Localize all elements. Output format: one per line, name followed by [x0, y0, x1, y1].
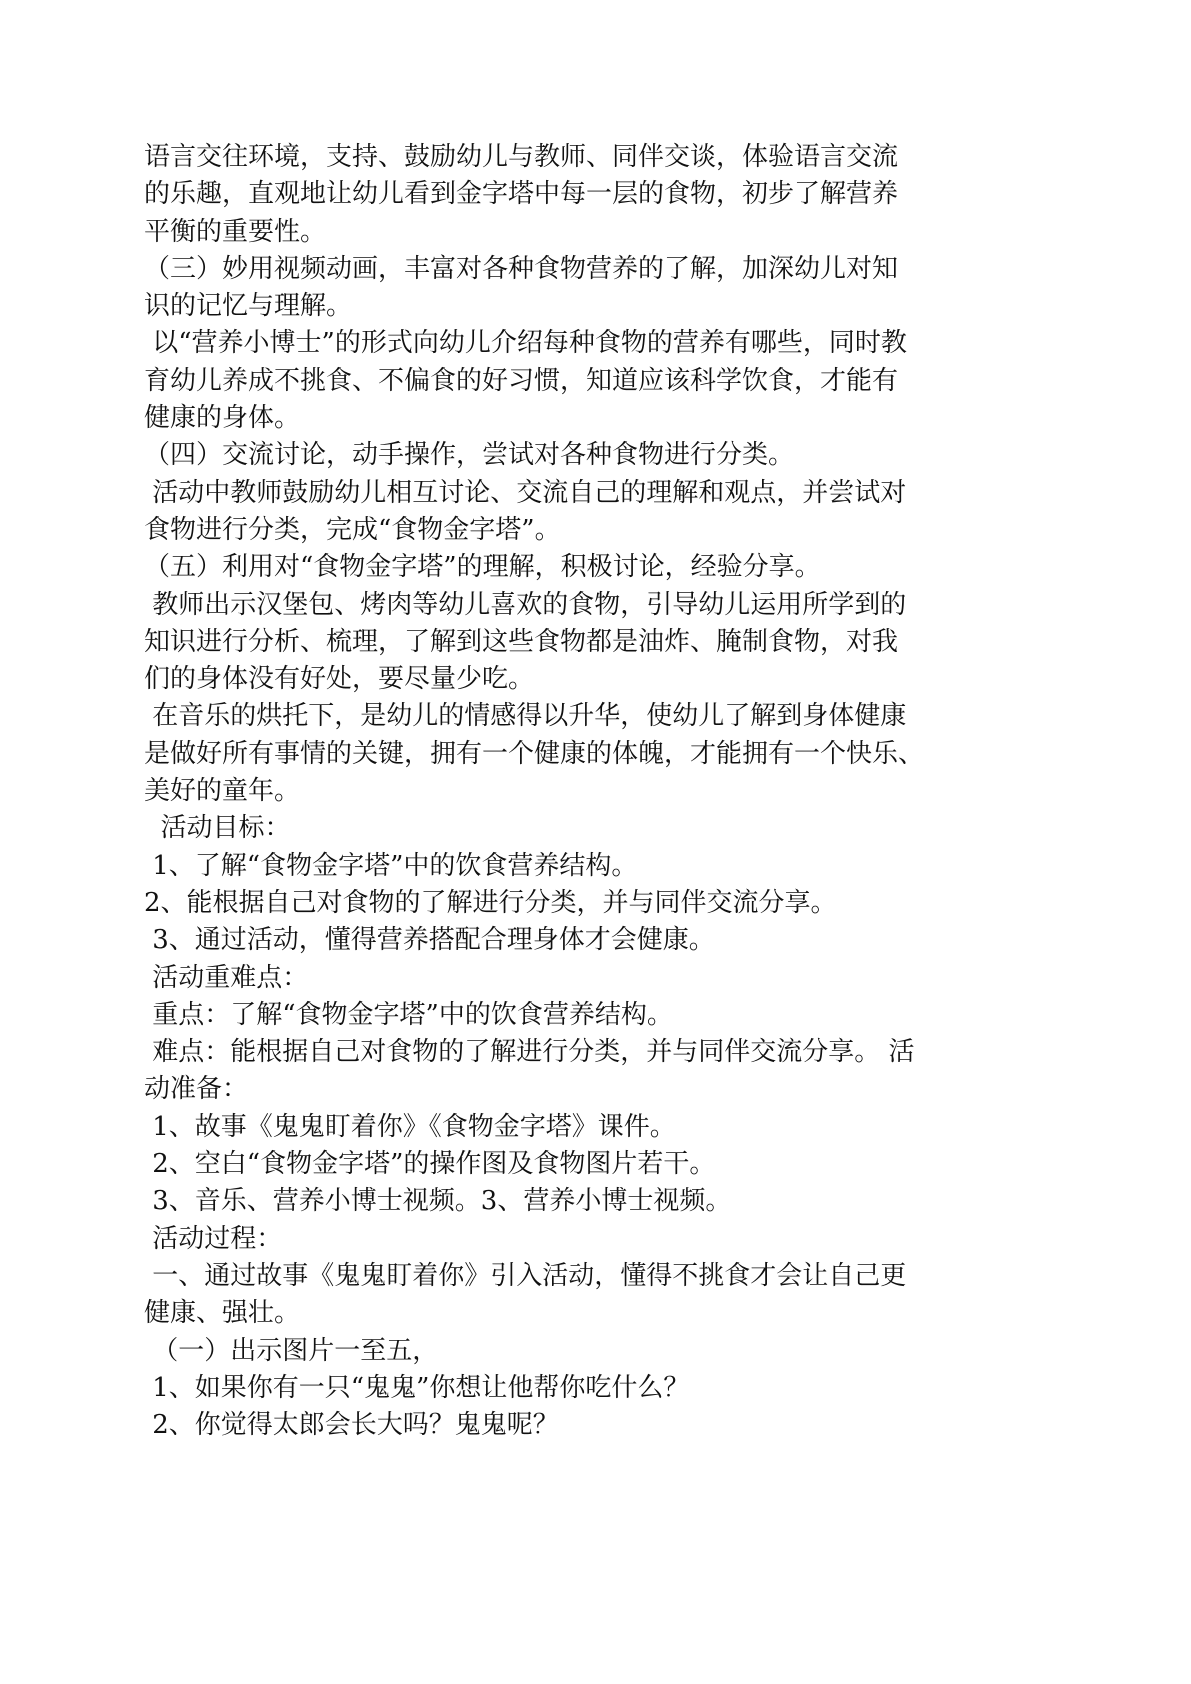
text-line: 以“营养小博士”的形式向幼儿介绍每种食物的营养有哪些，同时教 — [144, 328, 907, 359]
section-heading: （一）出示图片一至五， — [144, 1335, 439, 1366]
text-line: 食物进行分类，完成“食物金字塔”。 — [144, 514, 561, 545]
list-item: 1、如果你有一只“鬼鬼”你想让他帮你吃什么？ — [144, 1372, 690, 1403]
text-line: 教师出示汉堡包、烤肉等幼儿喜欢的食物，引导幼儿运用所学到的 — [144, 589, 907, 620]
list-item: 2、你觉得太郎会长大吗？鬼鬼呢？ — [144, 1410, 559, 1441]
section-heading: 活动重难点： — [144, 962, 309, 993]
text-line: 识的记忆与理解。 — [144, 291, 353, 322]
text-line: 一、通过故事《鬼鬼盯着你》引入活动，懂得不挑食才会让自己更 — [144, 1260, 907, 1291]
text-line: 育幼儿养成不挑食、不偏食的好习惯，知道应该科学饮食，才能有 — [144, 365, 899, 396]
section-heading: （三）妙用视频动画，丰富对各种食物营养的了解，加深幼儿对知 — [144, 253, 899, 284]
section-heading: 活动目标： — [144, 813, 291, 844]
list-item: 2、空白“食物金字塔”的操作图及食物图片若干。 — [144, 1149, 716, 1180]
section-heading: （四）交流讨论，动手操作，尝试对各种食物进行分类。 — [144, 440, 795, 471]
text-line: 平衡的重要性。 — [144, 216, 327, 247]
text-line: 活动中教师鼓励幼儿相互讨论、交流自己的理解和观点，并尝试对 — [144, 477, 907, 508]
text-line: 在音乐的烘托下，是幼儿的情感得以升华，使幼儿了解到身体健康 — [144, 701, 907, 732]
list-item: 2、能根据自己对食物的了解进行分类，并与同伴交流分享。 — [144, 887, 837, 918]
text-line: 知识进行分析、梳理，了解到这些食物都是油炸、腌制食物，对我 — [144, 626, 899, 657]
section-heading: 活动过程： — [144, 1223, 283, 1254]
text-line: 美好的童年。 — [144, 776, 301, 807]
text-line: 的乐趣，直观地让幼儿看到金字塔中每一层的食物，初步了解营养 — [144, 179, 899, 210]
text-line: 健康的身体。 — [144, 403, 301, 434]
list-item: 难点：能根据自己对食物的了解进行分类，并与同伴交流分享。 活 — [144, 1037, 915, 1068]
text-line: 是做好所有事情的关键，拥有一个健康的体魄，才能拥有一个快乐、 — [144, 738, 925, 769]
list-item: 3、通过活动，懂得营养搭配合理身体才会健康。 — [144, 925, 715, 956]
list-item: 1、了解“食物金字塔”中的饮食营养结构。 — [144, 850, 638, 881]
list-item: 3、音乐、营养小博士视频。3、营养小博士视频。 — [144, 1186, 732, 1217]
document-body — [144, 139, 1084, 1444]
list-item: 重点：了解“食物金字塔”中的饮食营养结构。 — [144, 999, 673, 1030]
list-item: 1、故事《鬼鬼盯着你》《食物金字塔》课件。 — [144, 1111, 676, 1142]
section-heading: （五）利用对“食物金字塔”的理解，积极讨论，经验分享。 — [144, 552, 821, 583]
text-line: 语言交往环境，支持、鼓励幼儿与教师、同伴交谈，体验语言交流 — [144, 142, 899, 172]
text-line: 们的身体没有好处，要尽量少吃。 — [144, 664, 535, 695]
text-line: 健康、强壮。 — [144, 1298, 301, 1329]
section-heading: 动准备： — [144, 1074, 249, 1105]
